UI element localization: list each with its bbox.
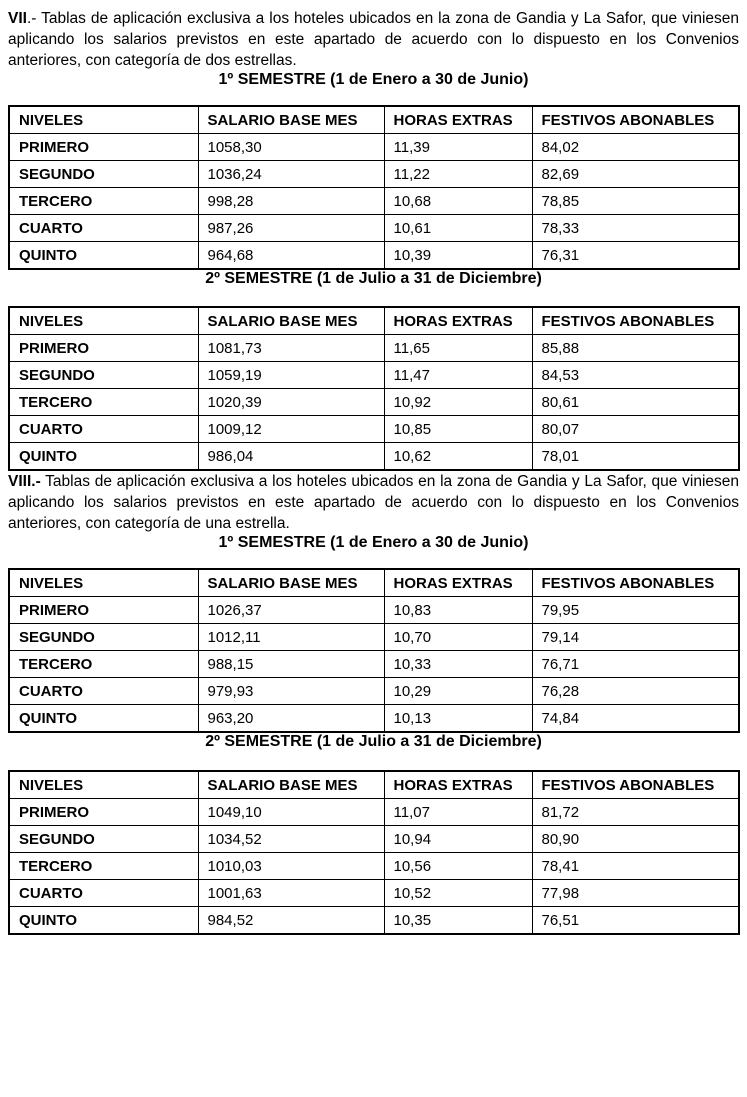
value-cell: 82,69 [532, 161, 739, 188]
column-header: FESTIVOS ABONABLES [532, 307, 739, 335]
value-cell: 85,88 [532, 335, 739, 362]
table-row [9, 799, 739, 826]
column-header: HORAS EXTRAS [384, 106, 532, 134]
value-cell: 998,28 [198, 188, 384, 215]
level-cell: CUARTO [9, 215, 198, 242]
value-cell: 11,47 [384, 362, 532, 389]
value-cell: 74,84 [532, 705, 739, 733]
column-header: SALARIO BASE MES [198, 106, 384, 134]
table-row [9, 853, 739, 880]
value-cell: 11,22 [384, 161, 532, 188]
column-header: SALARIO BASE MES [198, 569, 384, 597]
section-intro-text: Tablas de aplicación exclusiva a los hoteles ubicados en la zona de Gandia y La Safor, que viniesen aplicando los salarios previstos en este apartado de acuerdo con lo dispuesto en los Convenios anteriores, con categoría de una estrella. [8, 473, 739, 532]
column-header: NIVELES [9, 771, 198, 799]
table-row [9, 161, 739, 188]
value-cell: 1049,10 [198, 799, 384, 826]
value-cell: 78,85 [532, 188, 739, 215]
level-cell: CUARTO [9, 880, 198, 907]
value-cell: 10,33 [384, 651, 532, 678]
value-cell: 988,15 [198, 651, 384, 678]
header-row [9, 307, 739, 335]
level-cell: TERCERO [9, 651, 198, 678]
table-title: 2º SEMESTRE (1 de Julio a 31 de Diciembre) [205, 733, 542, 750]
value-cell: 10,29 [384, 678, 532, 705]
value-cell: 10,70 [384, 624, 532, 651]
column-header: HORAS EXTRAS [384, 307, 532, 335]
table-row [9, 335, 739, 362]
value-cell: 10,52 [384, 880, 532, 907]
value-cell: 1026,37 [198, 597, 384, 624]
value-cell: 10,39 [384, 242, 532, 270]
value-cell: 11,07 [384, 799, 532, 826]
level-cell: SEGUNDO [9, 624, 198, 651]
table-row [9, 215, 739, 242]
section-vii [8, 8, 739, 471]
value-cell: 986,04 [198, 443, 384, 471]
level-cell: TERCERO [9, 853, 198, 880]
value-cell: 10,68 [384, 188, 532, 215]
table-row [9, 880, 739, 907]
value-cell: 964,68 [198, 242, 384, 270]
table-row [9, 188, 739, 215]
section-intro [8, 8, 739, 71]
level-cell: QUINTO [9, 242, 198, 270]
salary-table [8, 105, 740, 270]
level-cell: TERCERO [9, 188, 198, 215]
table-row [9, 624, 739, 651]
salary-table [8, 306, 740, 471]
value-cell: 11,65 [384, 335, 532, 362]
value-cell: 1009,12 [198, 416, 384, 443]
column-header: SALARIO BASE MES [198, 771, 384, 799]
value-cell: 11,39 [384, 134, 532, 161]
value-cell: 10,35 [384, 907, 532, 935]
table-row [9, 443, 739, 471]
table-title: 1º SEMESTRE (1 de Enero a 30 de Junio) [218, 71, 529, 88]
table-row [9, 705, 739, 733]
value-cell: 984,52 [198, 907, 384, 935]
value-cell: 1081,73 [198, 335, 384, 362]
table-row [9, 907, 739, 935]
column-header: NIVELES [9, 106, 198, 134]
level-cell: PRIMERO [9, 335, 198, 362]
table-row [9, 826, 739, 853]
level-cell: QUINTO [9, 705, 198, 733]
level-cell: QUINTO [9, 907, 198, 935]
level-cell: PRIMERO [9, 134, 198, 161]
value-cell: 76,31 [532, 242, 739, 270]
value-cell: 979,93 [198, 678, 384, 705]
level-cell: PRIMERO [9, 799, 198, 826]
column-header: FESTIVOS ABONABLES [532, 569, 739, 597]
value-cell: 10,61 [384, 215, 532, 242]
value-cell: 80,07 [532, 416, 739, 443]
column-header: FESTIVOS ABONABLES [532, 771, 739, 799]
value-cell: 76,28 [532, 678, 739, 705]
level-cell: CUARTO [9, 678, 198, 705]
value-cell: 10,85 [384, 416, 532, 443]
value-cell: 10,94 [384, 826, 532, 853]
table-row [9, 597, 739, 624]
table-row [9, 651, 739, 678]
value-cell: 1020,39 [198, 389, 384, 416]
section-viii [8, 471, 739, 935]
header-row [9, 569, 739, 597]
header-row [9, 771, 739, 799]
column-header: NIVELES [9, 307, 198, 335]
section-number: VIII.- [8, 473, 41, 490]
value-cell: 76,51 [532, 907, 739, 935]
value-cell: 1034,52 [198, 826, 384, 853]
value-cell: 78,01 [532, 443, 739, 471]
value-cell: 1010,03 [198, 853, 384, 880]
level-cell: SEGUNDO [9, 161, 198, 188]
table-row [9, 134, 739, 161]
value-cell: 987,26 [198, 215, 384, 242]
table-row [9, 678, 739, 705]
table-row [9, 242, 739, 270]
value-cell: 10,62 [384, 443, 532, 471]
value-cell: 1058,30 [198, 134, 384, 161]
value-cell: 1036,24 [198, 161, 384, 188]
value-cell: 84,02 [532, 134, 739, 161]
value-cell: 10,56 [384, 853, 532, 880]
value-cell: 84,53 [532, 362, 739, 389]
value-cell: 77,98 [532, 880, 739, 907]
value-cell: 80,61 [532, 389, 739, 416]
level-cell: PRIMERO [9, 597, 198, 624]
column-header: FESTIVOS ABONABLES [532, 106, 739, 134]
level-cell: QUINTO [9, 443, 198, 471]
column-header: HORAS EXTRAS [384, 771, 532, 799]
level-cell: SEGUNDO [9, 826, 198, 853]
value-cell: 79,14 [532, 624, 739, 651]
value-cell: 1059,19 [198, 362, 384, 389]
table-row [9, 389, 739, 416]
value-cell: 10,13 [384, 705, 532, 733]
table-title: 2º SEMESTRE (1 de Julio a 31 de Diciembre) [205, 270, 542, 287]
value-cell: 10,83 [384, 597, 532, 624]
level-cell: CUARTO [9, 416, 198, 443]
header-row [9, 106, 739, 134]
table-row [9, 362, 739, 389]
value-cell: 79,95 [532, 597, 739, 624]
section-number: VII [8, 10, 27, 27]
section-intro-text: .- Tablas de aplicación exclusiva a los hoteles ubicados en la zona de Gandia y La Safor, que viniesen aplicando los salarios previstos en este apartado de acuerdo con lo dispuesto en los Convenios anteriores, con categoría de dos estrellas. [8, 10, 739, 69]
value-cell: 78,33 [532, 215, 739, 242]
salary-table [8, 568, 740, 733]
salary-table [8, 770, 740, 935]
value-cell: 1001,63 [198, 880, 384, 907]
value-cell: 76,71 [532, 651, 739, 678]
section-intro [8, 471, 739, 534]
table-row [9, 416, 739, 443]
value-cell: 80,90 [532, 826, 739, 853]
column-header: SALARIO BASE MES [198, 307, 384, 335]
value-cell: 81,72 [532, 799, 739, 826]
value-cell: 10,92 [384, 389, 532, 416]
column-header: NIVELES [9, 569, 198, 597]
table-title: 1º SEMESTRE (1 de Enero a 30 de Junio) [218, 534, 529, 551]
value-cell: 78,41 [532, 853, 739, 880]
level-cell: TERCERO [9, 389, 198, 416]
level-cell: SEGUNDO [9, 362, 198, 389]
value-cell: 1012,11 [198, 624, 384, 651]
column-header: HORAS EXTRAS [384, 569, 532, 597]
value-cell: 963,20 [198, 705, 384, 733]
